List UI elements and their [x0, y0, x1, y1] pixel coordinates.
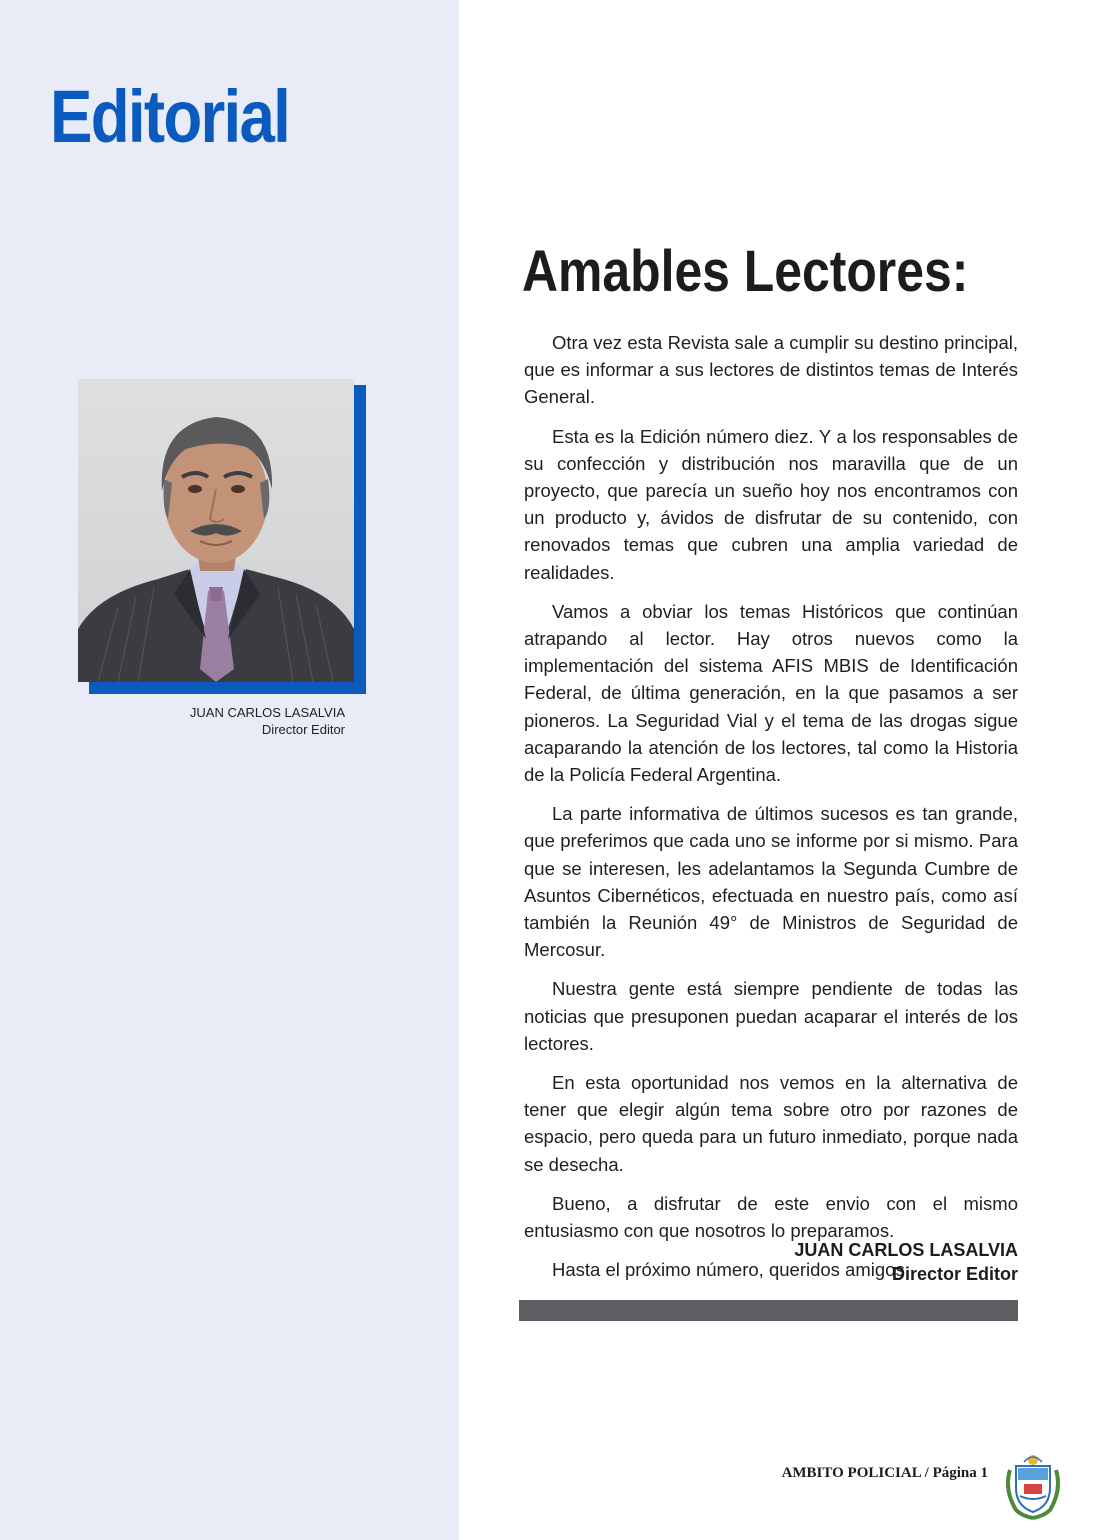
article-paragraph: Bueno, a disfrutar de este envio con el mismo entusiasmo con que nosotros lo preparamos. — [524, 1192, 1018, 1242]
photo-caption — [150, 704, 345, 738]
caption-name: JUAN CARLOS LASALVIA — [189, 705, 345, 720]
article-paragraph: Otra vez esta Revista sale a cumplir su destino principal, que es informar a sus lectores de distintos temas de Interés General. — [524, 332, 1018, 408]
article-headline: Amables Lectores: — [522, 239, 969, 304]
signature-name: JUAN CARLOS LASALVIA — [794, 1240, 1018, 1260]
signature-role: Director Editor — [891, 1264, 1018, 1284]
article-paragraph: En esta oportunidad nos vemos en la alternativa de tener que elegir algún tema sobre otro por razones de espacio, pero queda para un futuro inmediato, porque nada se desecha. — [524, 1072, 1018, 1175]
caption-role: Director Editor — [261, 722, 345, 737]
article-body — [524, 329, 1018, 1296]
section-title: Editorial — [50, 75, 290, 158]
author-portrait-icon — [78, 379, 354, 682]
police-emblem-icon — [1002, 1450, 1064, 1520]
signature-block — [700, 1238, 1018, 1286]
article-paragraph: Hasta el próximo número, queridos amigos. — [552, 1259, 910, 1281]
article-paragraph: Nuestra gente está siempre pendiente de todas las noticias que presuponen puedan acaparar el interés de los lectores. — [524, 978, 1018, 1054]
article-paragraph: La parte informativa de últimos sucesos es tan grande, que preferimos que cada uno se informe por si mismo. Para que se interesen, les adelantamos la Segunda Cumbre de Asuntos Cibernéticos, efectuada en nuestro país, como así también la Reunión 49° de Ministros de Seguridad de Mercosur. — [524, 803, 1018, 961]
left-panel — [0, 0, 459, 1540]
article-paragraph: Esta es la Edición número diez. Y a los responsables de su confección y distribución nos maravilla que de un proyecto, que parecía un sueño hoy nos encontramos con un producto y, ávidos de disfrutar de su contenido, con renovados temas que cubren una amplia variedad de realidades. — [524, 425, 1018, 583]
page-footer: AMBITO POLICIAL / Página 1 — [781, 1465, 988, 1481]
divider-bar — [519, 1300, 1018, 1321]
author-photo — [78, 379, 354, 682]
article-paragraph: Vamos a obviar los temas Históricos que continúan atrapando al lector. Hay otros nuevos como la implementación del sistema AFIS MBIS de Identificación Federal, de última generación, en la que pasamos a ser pioneros. La Seguridad Vial y el tema de las drogas sigue acaparando la atención de los lectores, tal como la Historia de la Policía Federal Argentina. — [524, 600, 1018, 786]
